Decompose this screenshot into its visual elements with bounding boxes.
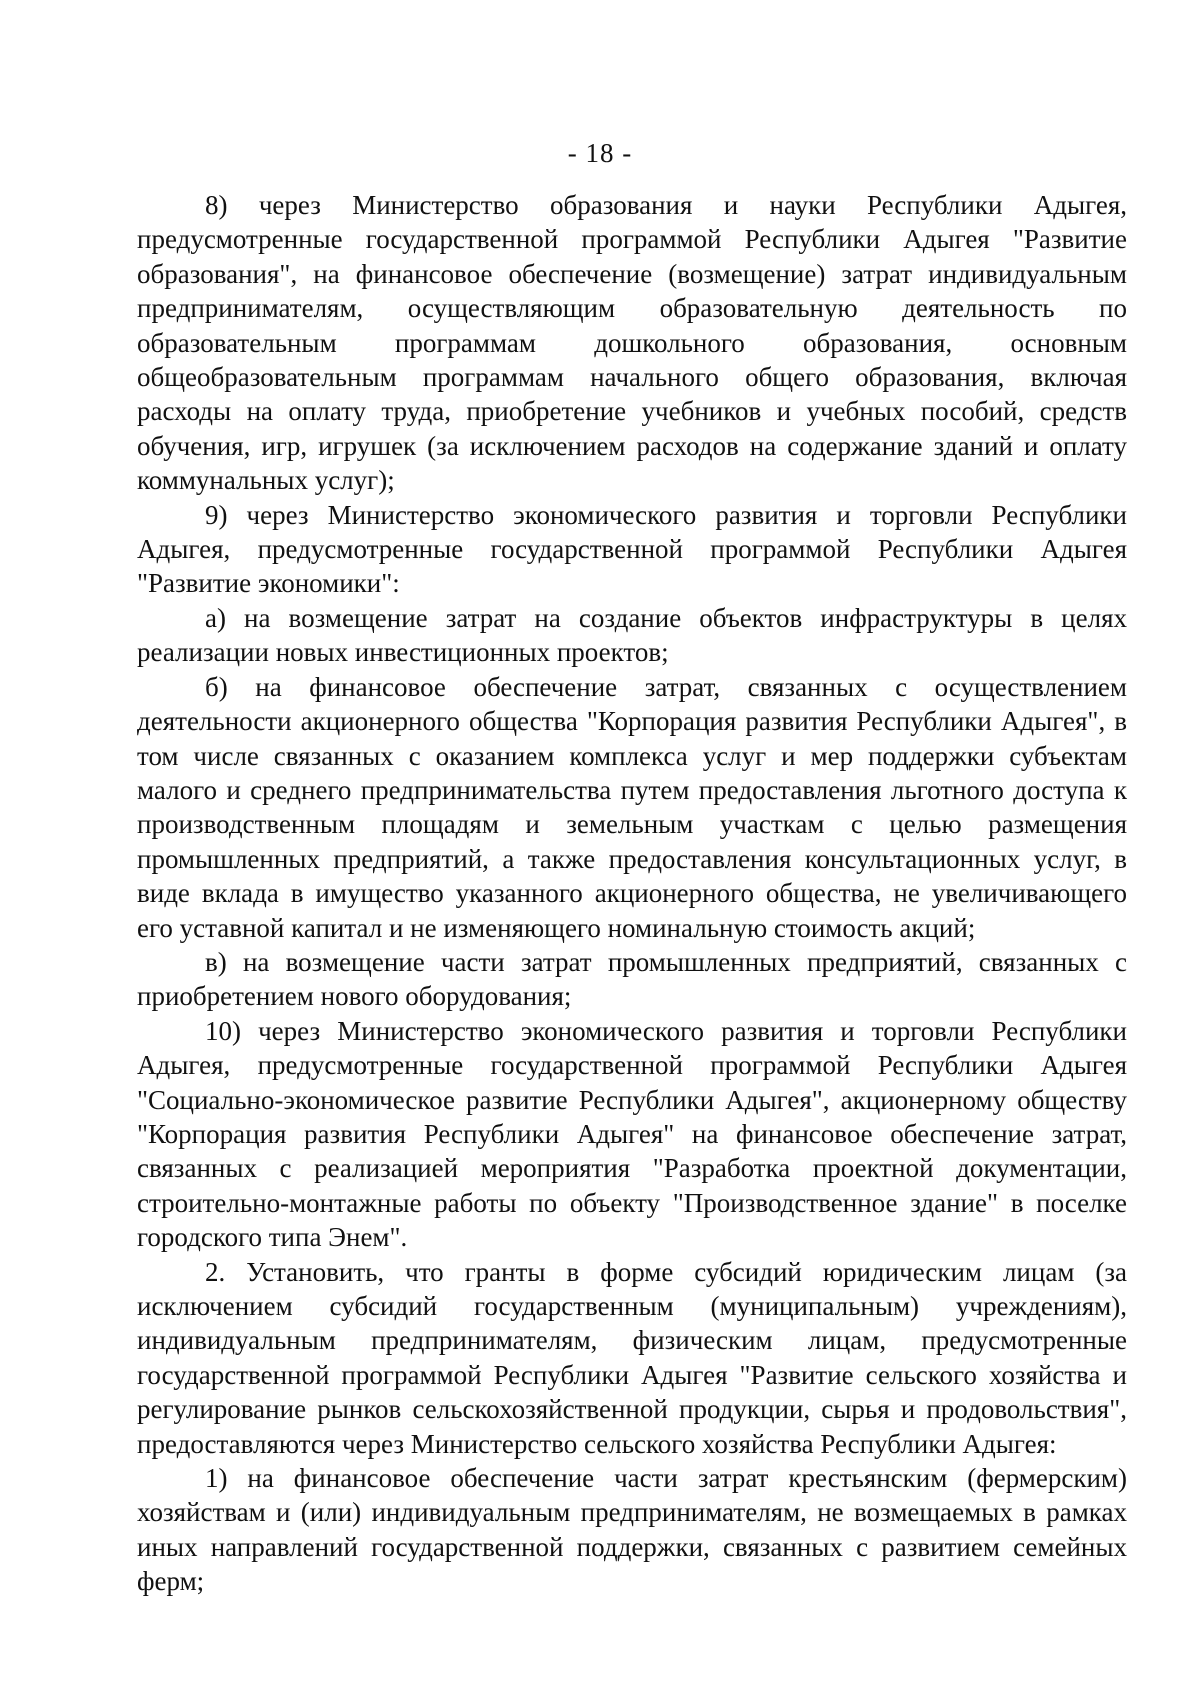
paragraph-item-10: 10) через Министерство экономического развития и торговли Республики Адыгея, предусмотренные государственной программой Республики Адыгея "Социально-экономическое развитие Республики Адыгея", акционерному обществу "Корпорация развития Республики Адыгея" на финансовое обеспечение затрат, связанных с реализацией мероприятия "Разработка проектной документации, строительно-монтажные работы по объекту "Производственное здание" в поселке городского типа Энем". [137,1015,1127,1253]
paragraph-subitem-a: а) на возмещение затрат на создание объектов инфраструктуры в целях реализации новых инвестиционных проектов; [137,602,1127,668]
paragraph-subitem-v: в) на возмещение части затрат промышленных предприятий, связанных с приобретением нового оборудования; [137,946,1127,1012]
page-number: - 18 - [567,138,633,168]
paragraph-section-2-item-1: 1) на финансовое обеспечение части затрат крестьянским (фермерским) хозяйствам и (или) индивидуальным предпринимателям, не возмещаемых в рамках иных направлений государственной поддержки, связанных с развитием семейных ферм; [137,1463,1127,1597]
paragraph-item-8: 8) через Министерство образования и науки Республики Адыгея, предусмотренные государственной программой Республики Адыгея "Развитие образования", на финансовое обеспечение (возмещение) затрат индивидуальным предпринимателям, осуществляющим образовательную деятельность по образовательным программам дошкольного образования, основным общеобразовательным программам начального общего образования, включая расходы на оплату труда, приобретение учебников и учебных пособий, средств обучения, игр, игрушек (за исключением расходов на содержание зданий и оплату коммунальных услуг); [137,190,1127,496]
paragraph-subitem-b: б) на финансовое обеспечение затрат, связанных с осуществлением деятельности акционерного общества "Корпорация развития Республики Адыгея", в том числе связанных с оказанием комплекса услуг и мер поддержки субъектам малого и среднего предпринимательства путем предоставления льготного доступа к производственным площадям и земельным участкам с целью размещения промышленных предприятий, а также предоставления консультационных услуг, в виде вклада в имущество указанного акционерного общества, не увеличивающего его уставной капитал и не изменяющего номинальную стоимость акций; [137,671,1127,943]
paragraph-item-9: 9) через Министерство экономического развития и торговли Республики Адыгея, предусмотренные государственной программой Республики Адыгея "Развитие экономики": [137,499,1127,599]
paragraph-section-2: 2. Установить, что гранты в форме субсидий юридическим лицам (за исключением субсидий государственным (муниципальным) учреждениям), индивидуальным предпринимателям, физическим лицам, предусмотренные государственной программой Республики Адыгея "Развитие сельского хозяйства и регулирование рынков сельскохозяйственной продукции, сырья и продовольствия", предоставляются через Министерство сельского хозяйства Республики Адыгея: [137,1256,1127,1459]
document-body [137,188,1127,1599]
